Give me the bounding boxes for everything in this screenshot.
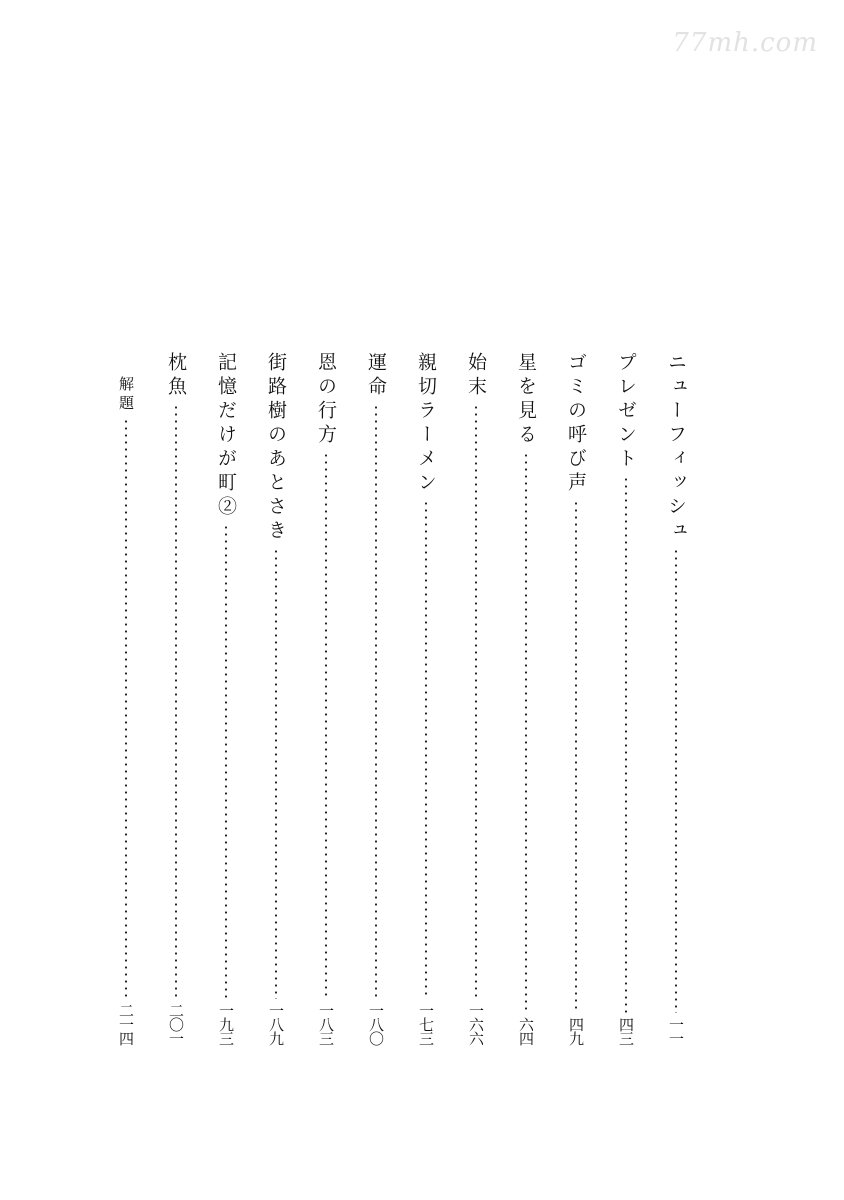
dot-leader: [375, 404, 377, 999]
toc-entry-page: 一七三: [417, 1003, 435, 1045]
toc-entry[interactable]: [608, 352, 644, 1045]
dot-leader: [125, 418, 127, 999]
toc-entry-page: 六四: [517, 1017, 535, 1045]
toc-entry-title: 恩の行方: [315, 352, 337, 448]
toc-entry-page: 一八三: [317, 1003, 335, 1045]
toc-entry-page: 一九三: [217, 1003, 235, 1045]
table-of-contents: [94, 352, 694, 1052]
toc-entry-title: 始末: [465, 352, 487, 400]
toc-entry-title: 運命: [365, 352, 387, 400]
toc-entry-page: 一一: [667, 1017, 685, 1045]
toc-entry[interactable]: [458, 352, 494, 1045]
dot-leader: [425, 500, 427, 999]
dot-leader: [675, 548, 677, 1013]
toc-entry[interactable]: [158, 352, 194, 1045]
toc-entry-title: 街路樹のあとさき: [265, 352, 287, 544]
toc-entry[interactable]: [308, 352, 344, 1045]
dot-leader: [575, 500, 577, 1013]
toc-entry[interactable]: [558, 352, 594, 1045]
toc-entry[interactable]: [258, 352, 294, 1045]
toc-entry-page: 一八〇: [367, 1003, 385, 1045]
dot-leader: [225, 524, 227, 999]
toc-entry[interactable]: [408, 352, 444, 1045]
toc-entry-title: ゴミの呼び声: [565, 352, 587, 496]
toc-entry[interactable]: [108, 352, 144, 1045]
toc-entry[interactable]: [358, 352, 394, 1045]
toc-entry-title: プレゼント: [615, 352, 637, 472]
toc-entry-title: ニューフィッシュ: [665, 352, 687, 544]
toc-entry-title: 解題: [117, 376, 135, 414]
watermark: 77mh.com: [672, 28, 818, 58]
toc-entry-title: 親切ラーメン: [415, 352, 437, 496]
dot-leader: [175, 404, 177, 999]
dot-leader: [275, 548, 277, 999]
toc-entry-page: 二〇一: [167, 1003, 185, 1045]
toc-entry-title: 枕魚: [165, 352, 187, 400]
toc-entry-page: 四三: [617, 1017, 635, 1045]
dot-leader: [325, 452, 327, 999]
dot-leader: [625, 476, 627, 1013]
toc-entry[interactable]: [208, 352, 244, 1045]
toc-entry-page: 一六六: [467, 1003, 485, 1045]
toc-entry[interactable]: [508, 352, 544, 1045]
toc-entry-title: 記憶だけが町②: [215, 352, 237, 520]
toc-entry-page: 一八九: [267, 1003, 285, 1045]
toc-entry[interactable]: [658, 352, 694, 1045]
dot-leader: [475, 404, 477, 999]
toc-entry-title: 星を見る: [515, 352, 537, 448]
dot-leader: [525, 452, 527, 1013]
toc-entry-page: 二一四: [117, 1003, 135, 1045]
toc-entry-page: 四九: [567, 1017, 585, 1045]
